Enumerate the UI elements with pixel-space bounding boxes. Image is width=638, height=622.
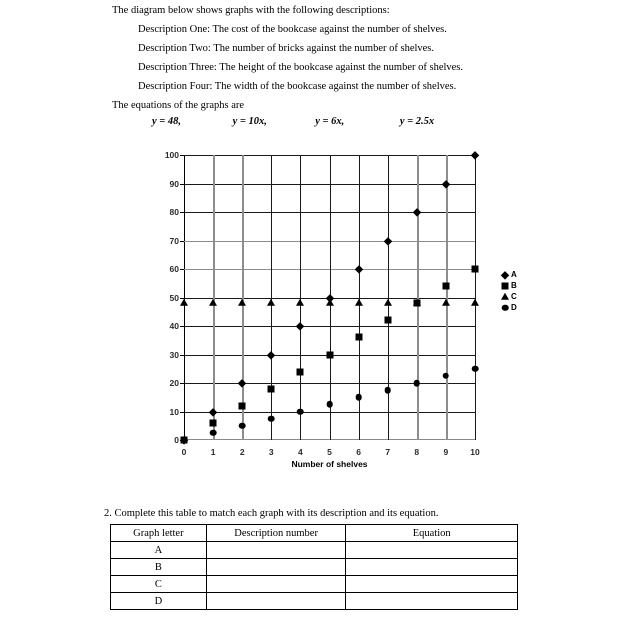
data-point-d <box>268 415 275 422</box>
legend-item-d <box>500 302 517 313</box>
data-point-c <box>384 299 392 306</box>
x-axis-tick-label: 4 <box>298 447 303 457</box>
data-point-b <box>472 266 479 273</box>
y-axis-tick-label: 40 <box>170 321 184 331</box>
gridline-vertical <box>242 155 244 440</box>
x-axis-tick-label: 10 <box>470 447 480 457</box>
data-point-b <box>442 283 449 290</box>
data-point-d <box>239 422 246 429</box>
legend-item-c <box>500 291 517 302</box>
legend-item-a <box>500 269 517 280</box>
square-marker-icon <box>500 280 510 291</box>
intro-lead: The diagram below shows graphs with the following descriptions: <box>112 5 390 16</box>
y-axis-tick-label: 20 <box>170 378 184 388</box>
cell-equation[interactable] <box>346 542 518 559</box>
data-point-d <box>326 401 333 408</box>
circle-marker-icon <box>500 302 510 313</box>
gridline-vertical <box>271 155 272 440</box>
cell-description-number[interactable] <box>206 576 346 593</box>
data-point-b <box>210 419 217 426</box>
x-axis-tick-label: 9 <box>443 447 449 457</box>
chart-legend <box>500 269 517 313</box>
gridline-vertical <box>300 155 301 440</box>
equations-row <box>152 116 582 127</box>
scatter-chart <box>150 148 550 478</box>
data-point-c <box>442 299 450 306</box>
description-three: Description Three: The height of the bookcase against the number of shelves. <box>138 62 464 73</box>
y-axis-tick-label: 90 <box>170 179 184 189</box>
equations-lead: The equations of the graphs are <box>112 100 245 111</box>
data-point-d <box>384 387 391 394</box>
table-row <box>111 576 518 593</box>
cell-graph-letter: A <box>111 542 207 559</box>
data-point-d <box>210 430 217 437</box>
data-point-d <box>414 380 421 387</box>
data-point-b <box>297 368 304 375</box>
triangle-marker-icon <box>500 291 510 302</box>
y-axis-tick-label: 30 <box>170 350 184 360</box>
data-point-d <box>297 408 304 415</box>
cell-graph-letter: D <box>111 593 207 610</box>
data-point-b <box>239 402 246 409</box>
description-four: Description Four: The width of the bookcase against the number of shelves. <box>138 81 457 92</box>
gridline-vertical <box>417 155 419 440</box>
cell-description-number[interactable] <box>206 593 346 610</box>
data-point-c <box>355 299 363 306</box>
x-axis-tick-label: 2 <box>239 447 245 457</box>
table-row <box>111 559 518 576</box>
data-point-b <box>268 385 275 392</box>
table-row <box>111 593 518 610</box>
y-axis-tick-label: 60 <box>170 264 184 274</box>
x-axis-tick-label: 8 <box>414 447 420 457</box>
data-point-d <box>443 373 450 380</box>
description-two: Description Two: The number of bricks against the number of shelves. <box>138 43 435 54</box>
x-axis-title: Number of shelves <box>291 459 368 469</box>
data-point-c <box>296 299 304 306</box>
y-axis-tick-label: 10 <box>170 407 184 417</box>
column-header-equation: Equation <box>346 525 518 542</box>
data-point-b <box>384 317 391 324</box>
equation-1: y = 48, <box>152 116 182 127</box>
equation-3: y = 6x, <box>315 116 345 127</box>
data-point-b <box>355 334 362 341</box>
x-axis-tick-label: 7 <box>385 447 391 457</box>
x-axis-tick-label: 1 <box>210 447 216 457</box>
cell-equation[interactable] <box>346 576 518 593</box>
gridline-vertical <box>388 155 389 440</box>
data-point-c <box>238 299 246 306</box>
x-axis-tick-label: 0 <box>181 447 187 457</box>
y-axis-tick-label: 70 <box>170 236 184 246</box>
cell-equation[interactable] <box>346 559 518 576</box>
intro-text-block <box>112 4 582 127</box>
legend-label: B <box>511 281 517 290</box>
x-axis-tick-label: 3 <box>268 447 274 457</box>
description-one: Description One: The cost of the bookcase against the number of shelves. <box>138 24 447 35</box>
data-point-d <box>355 394 362 401</box>
cell-graph-letter: B <box>111 559 207 576</box>
cell-description-number[interactable] <box>206 542 346 559</box>
column-header-description-number: Description number <box>206 525 346 542</box>
data-point-c <box>471 299 479 306</box>
table-header-row <box>111 525 518 542</box>
x-axis-tick-label: 6 <box>356 447 361 457</box>
gridline-vertical <box>446 155 448 440</box>
gridline-vertical <box>475 155 476 440</box>
x-axis-tick-label: 5 <box>327 447 332 457</box>
plot-area <box>164 150 480 457</box>
cell-graph-letter: C <box>111 576 207 593</box>
diamond-marker-icon <box>500 269 510 280</box>
legend-label: D <box>511 303 517 312</box>
legend-label: C <box>511 292 517 301</box>
data-point-c <box>326 299 334 306</box>
data-point-c <box>180 299 188 306</box>
column-header-graph-letter: Graph letter <box>111 525 207 542</box>
data-point-d <box>181 437 188 444</box>
data-point-b <box>326 351 333 358</box>
data-point-c <box>267 299 275 306</box>
y-axis-tick-label: 50 <box>170 293 184 303</box>
data-point-c <box>413 299 421 306</box>
question-2-prompt: 2. Complete this table to match each graph with its description and its equation. <box>104 508 439 519</box>
gridline-vertical <box>213 155 215 440</box>
data-point-d <box>472 365 479 372</box>
equation-4: y = 2.5x <box>399 116 435 127</box>
y-axis-tick-label: 80 <box>170 207 184 217</box>
data-point-c <box>209 299 217 306</box>
cell-equation[interactable] <box>346 593 518 610</box>
table-row <box>111 542 518 559</box>
equation-2: y = 10x, <box>232 116 267 127</box>
y-axis-tick-label: 0 <box>174 435 184 445</box>
legend-item-b <box>500 280 517 291</box>
match-table <box>110 524 518 610</box>
y-axis-tick-label: 100 <box>165 150 184 160</box>
cell-description-number[interactable] <box>206 559 346 576</box>
legend-label: A <box>511 270 517 279</box>
